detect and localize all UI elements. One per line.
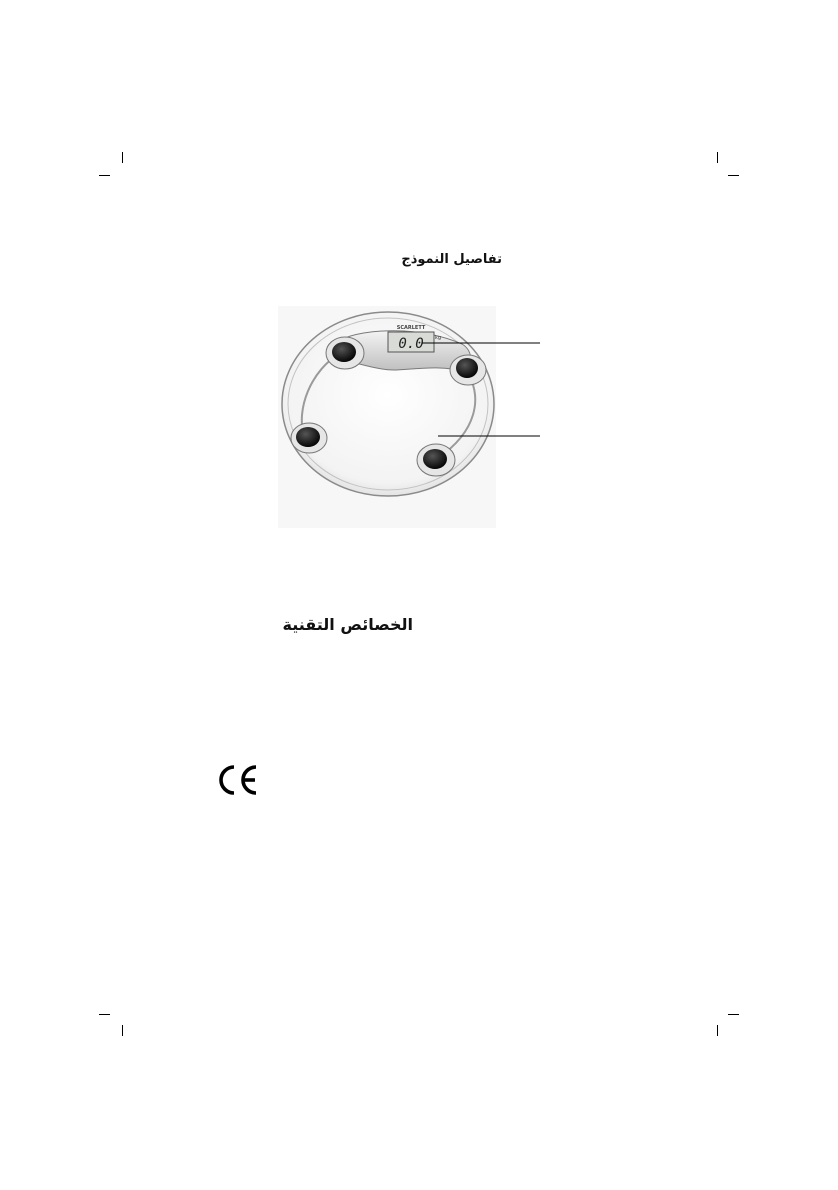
- bathroom-scale-illustration: [270, 300, 550, 532]
- crop-mark-top-left-v: [122, 152, 123, 163]
- crop-mark-bottom-right-v: [717, 1025, 718, 1036]
- crop-mark-top-right-v: [717, 152, 718, 163]
- foot-top-left: [332, 342, 356, 362]
- specifications-heading: الخصائص التقنية: [282, 615, 413, 634]
- foot-top-right: [456, 358, 478, 378]
- foot-bottom-left: [296, 427, 320, 447]
- crop-mark-bottom-left-v: [122, 1025, 123, 1036]
- lcd-unit: kg: [435, 335, 442, 341]
- foot-bottom-right: [423, 449, 447, 469]
- crop-mark-bottom-right-h: [728, 1014, 739, 1015]
- brand-label: SCARLETT: [396, 325, 426, 331]
- crop-mark-bottom-left-h: [99, 1014, 110, 1015]
- model-details-heading: تفاصيل النموذج: [401, 252, 502, 267]
- lcd-reading: 0.0: [398, 336, 424, 352]
- crop-mark-top-right-h: [728, 175, 739, 176]
- crop-mark-top-left-h: [99, 175, 110, 176]
- ce-mark-icon: [214, 763, 258, 797]
